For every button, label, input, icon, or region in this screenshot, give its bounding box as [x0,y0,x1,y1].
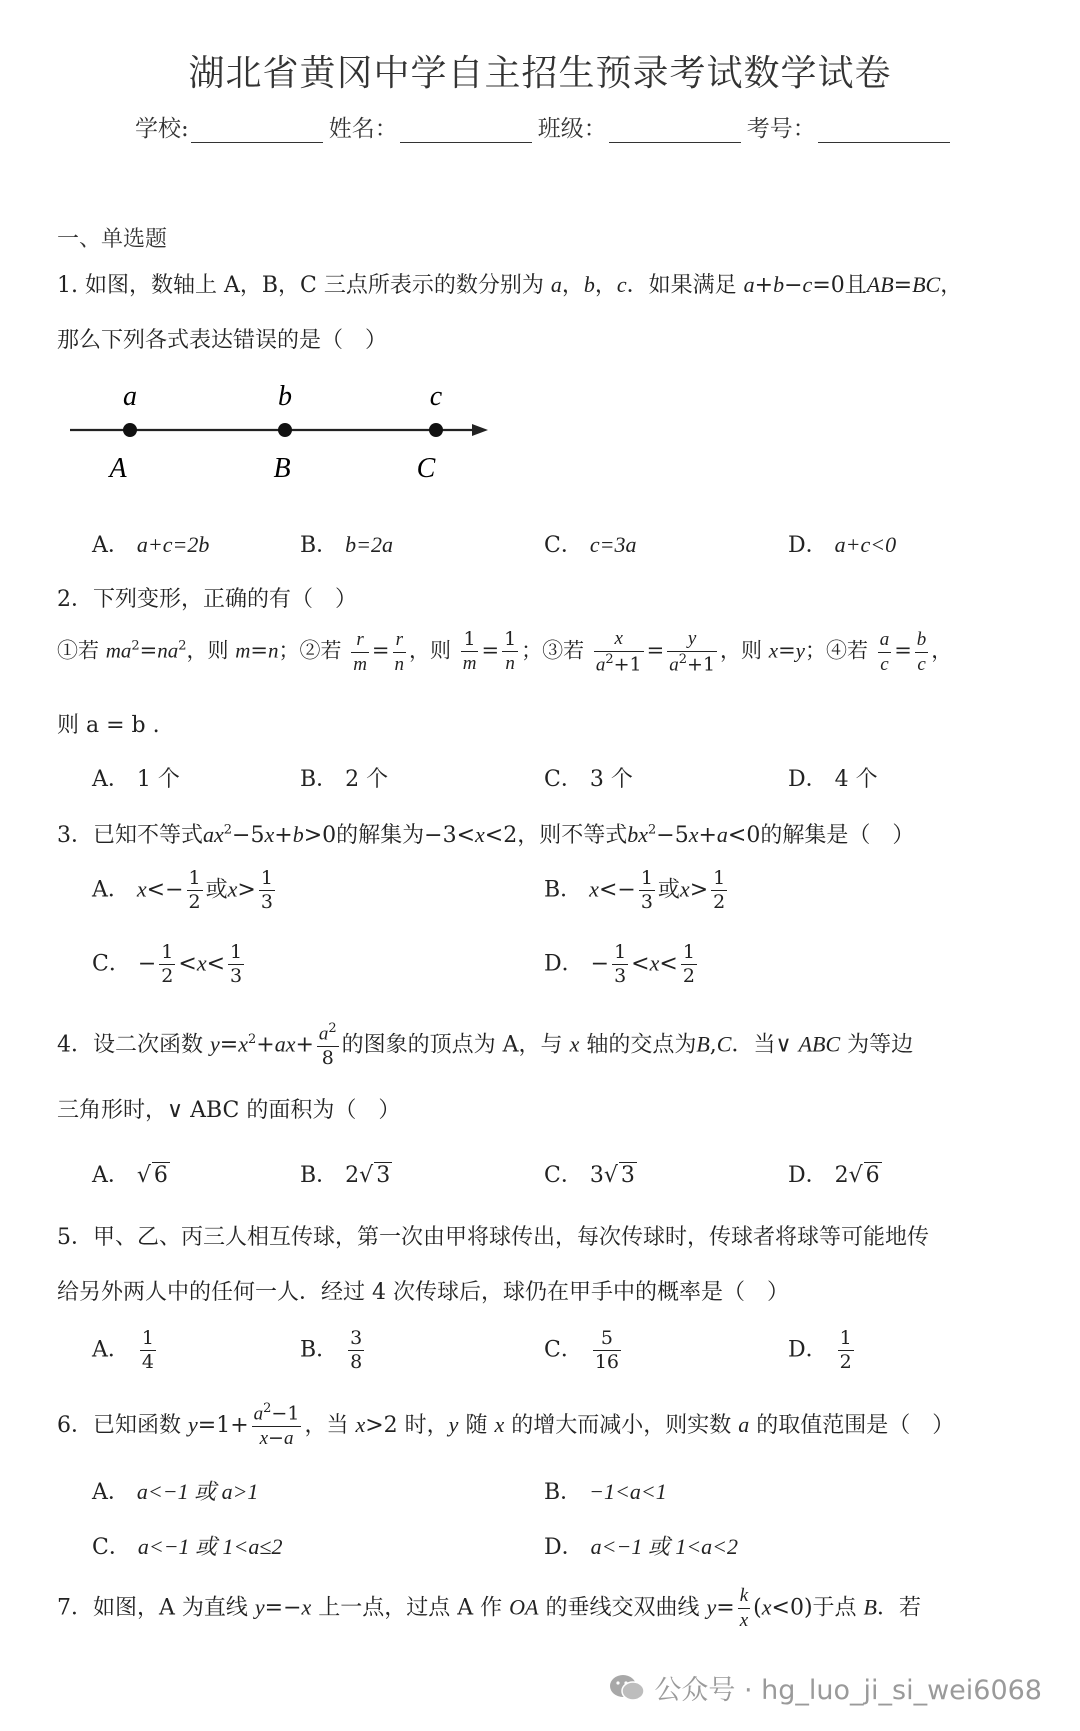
wechat-icon [608,1673,646,1703]
watermark-text: 公众号 · hg_luo_ji_si_wei6068 [654,1675,1042,1706]
q6-option-b[interactable]: B． −1<a<1 [544,1479,667,1505]
q1-line1: 1. 如图，数轴上 A，B，C 三点所表示的数分别为 a，b，c．如果满足 a+b−c=0且AB=BC， [57,272,963,298]
q3-option-b[interactable]: B． x<− $\frac{1}{3}$ 或x> $\frac{1}{2}$ [544,867,726,913]
q6-stem: 6．已知函数 y=1+ $\frac{a^2-1}{x-a}$ ，当 x>2 时，y 随 x 的增大而减小，则实数 a 的取值范围是（ ） [57,1401,955,1450]
q4-option-c[interactable]: C． 3√ 3 [544,1163,635,1188]
class-label: 班级： [537,116,607,142]
q3-option-d[interactable]: D． − $\frac{1}{3}$ <x< $\frac{1}{2}$ [544,941,695,987]
q5-option-b[interactable]: B． $\frac{3}{8}$ [300,1327,363,1373]
label-point-C: C [416,453,436,484]
label-point-A: A [109,453,127,484]
q5-line1: 5．甲、乙、丙三人相互传球，第一次由甲将球传出，每次传球时，传球者将球等可能地传 [57,1225,930,1250]
wechat-watermark [608,1668,1042,1707]
q5-option-a[interactable]: A． $\frac{1}{4}$ [92,1327,154,1373]
q4-line1: 4．设二次函数 $y=x^2+ax+$ $\frac{a^2}{8}$ 的图象的顶点为 A，与 x 轴的交点为B,C．当∨ ABC 为等边 [57,1021,914,1070]
point-b-dot [278,423,292,437]
class-field [609,118,741,143]
q4-line2: 三角形时，∨ ABC 的面积为（ ） [57,1098,401,1123]
q5-option-c[interactable]: C． $\frac{5}{16}$ [544,1327,620,1373]
q2-option-d[interactable]: D． 4 个 [788,767,878,792]
q1-option-a[interactable]: A． a+c=2b [92,532,210,558]
q2-line3: 则 a = b . [57,713,160,738]
number-line-arrow [472,424,488,436]
q6-option-d[interactable]: D． a<−1 或 1<a<2 [544,1534,739,1560]
point-c-dot [429,423,443,437]
label-point-B: B [273,453,291,484]
label-c: c [429,385,443,412]
q3-stem: 3．已知不等式$ax^2-5x+b>0$的解集为−3<x<2，则不等式$bx^2-5x+a<0$的解集是（ ） [57,822,915,848]
point-a-dot [123,423,137,437]
q4-option-d[interactable]: D． 2√ 6 [788,1163,880,1188]
student-info-row [135,110,956,143]
q4-option-a[interactable]: A． √ 6 [92,1163,168,1188]
q1-option-d[interactable]: D． a+c<0 [788,532,897,558]
exam-no-field [818,118,950,143]
q1-option-c[interactable]: C． c=3a [544,532,637,558]
exam-title: 湖北省黄冈中学自主招生预录考试数学试卷 [188,53,892,94]
label-a: a [123,385,137,412]
q1-option-b[interactable]: B． b=2a [300,532,394,558]
school-field [191,118,323,143]
q3-option-c[interactable]: C． − $\frac{1}{2}$ <x< $\frac{1}{3}$ [92,941,243,987]
name-field [400,118,532,143]
label-b: b [278,385,292,412]
q7-line1: 7．如图，A 为直线 y=−x 上一点，过点 A 作 OA 的垂线交双曲线 y= $\frac{k}{x}$ (x<0)于点 B．若 [57,1585,922,1631]
q1-line2: 那么下列各式表达错误的是（ ） [57,328,388,353]
q3-option-a[interactable]: A． x<− $\frac{1}{2}$ 或x> $\frac{1}{3}$ [92,867,273,913]
q1-text-2: ．如果满足 [626,273,737,298]
q4-option-b[interactable]: B． 2√ 3 [300,1163,391,1188]
exam-no-label: 考号： [746,116,816,142]
q5-line2: 给另外两人中的任何一人．经过 4 次传球后，球仍在甲手中的概率是（ ） [57,1280,789,1305]
school-label: 学校: [135,116,189,142]
q2-option-c[interactable]: C． 3 个 [544,767,633,792]
q2-option-b[interactable]: B． 2 个 [300,767,389,792]
q2-statements: ①若 $ma^2=na^2$，则 m=n；②若 $\frac{r}{m}$ = $\frac{r}{n}$ ，则 $\frac{1}{m}$ = $\frac{1}{n}$ ；③若 $\frac{x}{a^2+1}$ = $\frac{y}{a^2+1}$ ，则 x=y；④若 $\frac{a}{c}$ = $\frac{b}{c}$ ， [57,628,953,676]
q2-option-a[interactable]: A． 1 个 [92,767,180,792]
q6-option-a[interactable]: A． a<−1 或 a>1 [92,1479,259,1505]
q1-text-3: 且 [844,273,867,298]
q2-stem: 2．下列变形，正确的有（ ） [57,587,357,612]
q1-text: 1. 如图，数轴上 A，B，C 三点所表示的数分别为 [57,273,544,298]
section-heading: 一、单选题 [57,227,168,252]
q6-option-c[interactable]: C． a<−1 或 1<a≤2 [92,1534,283,1560]
q5-option-d[interactable]: D． $\frac{1}{2}$ [788,1327,852,1373]
number-line-figure [60,385,500,495]
name-label: 姓名： [328,116,398,142]
